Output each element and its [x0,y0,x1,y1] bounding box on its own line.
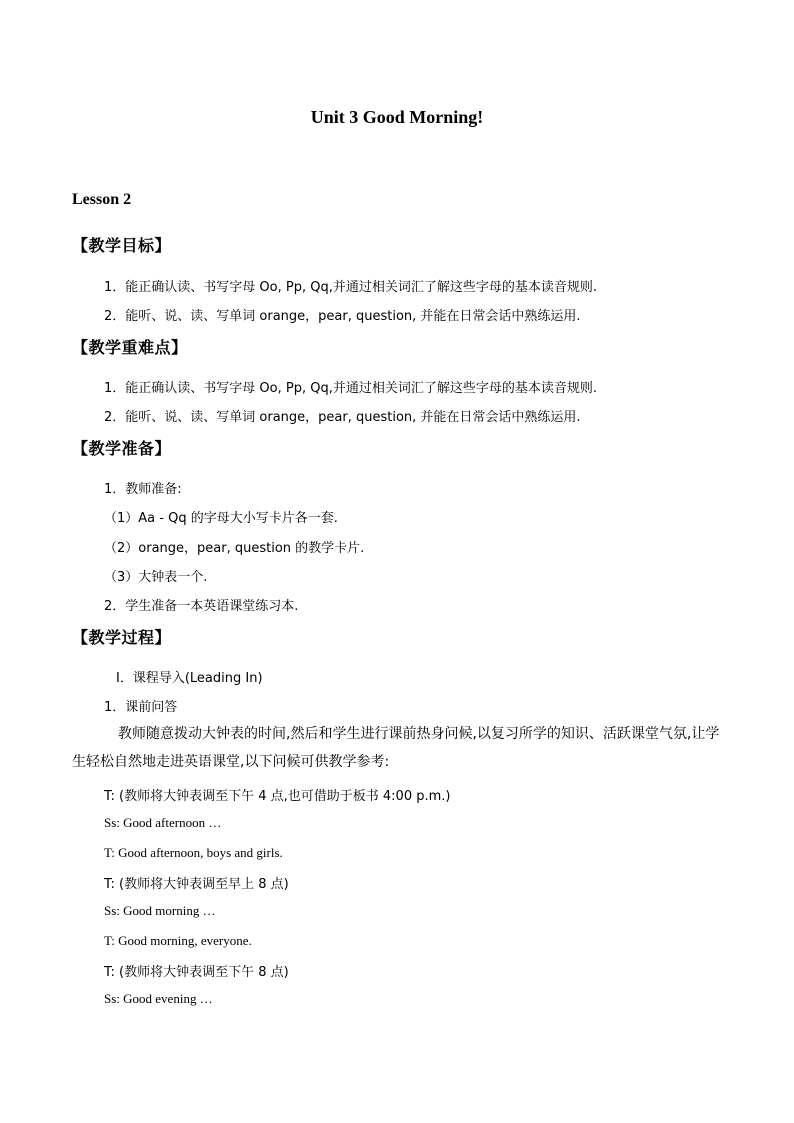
preparation-item: （3）大钟表一个. [104,570,208,585]
lesson-label: Lesson 2 [72,191,132,208]
preparation-item: 2．学生准备一本英语课堂练习本. [104,599,299,614]
dialogue-line: Ss: Good afternoon … [104,815,222,830]
key-point-item: 2．能听、说、读、写单词 orange，pear, question, 并能在日常会话中熟练运用. [104,410,581,425]
process-paragraph: 教师随意拨动大钟表的时间,然后和学生进行课前热身问候,以复习所学的知识、活跃课堂气氛,让学生轻松自然地走进英语课堂,以下问候可供教学参考: [72,726,720,770]
preparation-item: 1．教师准备: [104,482,182,497]
document-title: Unit 3 Good Morning! [310,107,484,127]
process-step-title: Ⅰ．课程导入(Leading In) [116,671,263,686]
dialogue-line: T: (教师将大钟表调至下午 8 点) [104,965,289,980]
dialogue-line: Ss: Good morning … [104,903,216,918]
preparation-item: （2）orange，pear, question 的教学卡片. [104,541,365,556]
section-heading-objectives: 【教学目标】 [72,236,172,255]
dialogue-line: T: Good morning, everyone. [104,933,252,948]
dialogue-line: T: Good afternoon, boys and girls. [104,845,283,860]
section-heading-process: 【教学过程】 [72,628,172,647]
key-point-item: 1．能正确认读、书写字母 Oo, Pp, Qq,并通过相关词汇了解这些字母的基本读音规则. [104,381,597,396]
process-sub-title: 1．课前问答 [104,700,178,715]
section-heading-key-points: 【教学重难点】 [72,338,188,357]
dialogue-line: Ss: Good evening … [104,991,213,1006]
dialogue-line: T: (教师将大钟表调至早上 8 点) [104,877,289,892]
objective-item: 2．能听、说、读、写单词 orange，pear, question, 并能在日常会话中熟练运用. [104,309,581,324]
section-heading-preparation: 【教学准备】 [72,439,172,458]
objective-item: 1．能正确认读、书写字母 Oo, Pp, Qq,并通过相关词汇了解这些字母的基本读音规则. [104,280,597,295]
dialogue-line: T: (教师将大钟表调至下午 4 点,也可借助于板书 4:00 p.m.) [104,789,451,804]
preparation-item: （1）Aa - Qq 的字母大小写卡片各一套. [104,511,338,526]
